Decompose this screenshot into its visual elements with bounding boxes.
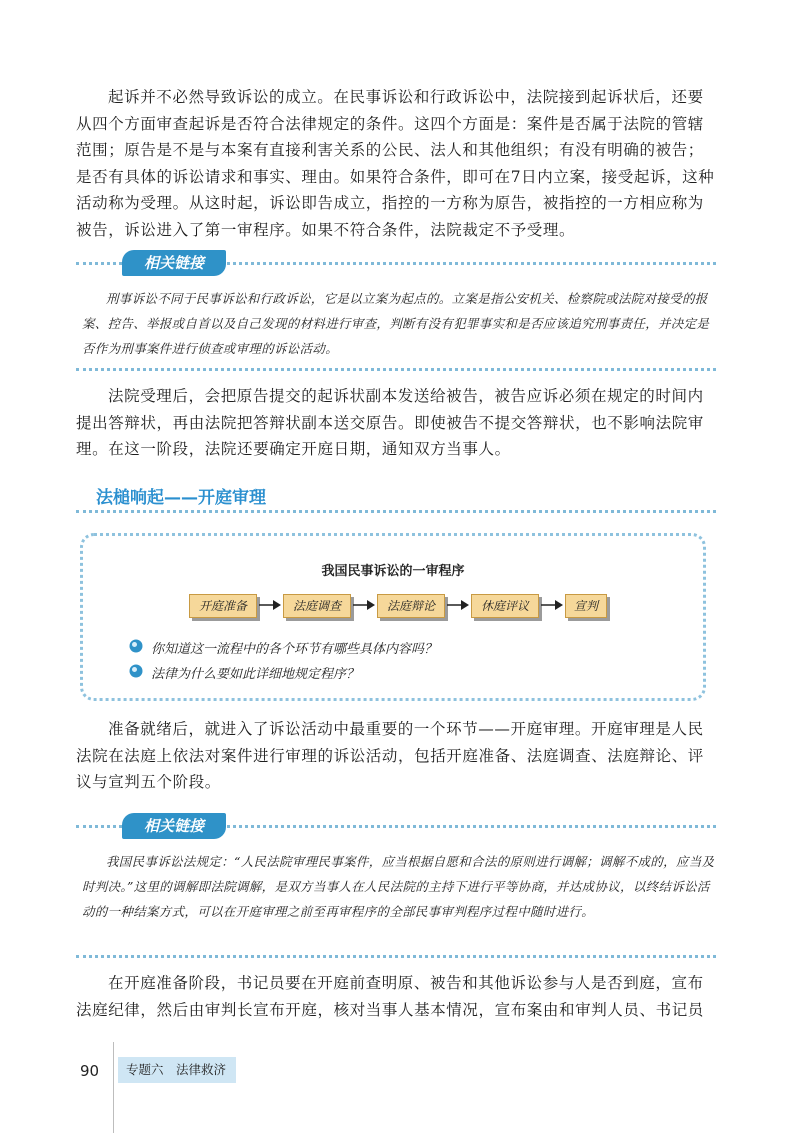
related-link-badge: 相关链接 <box>122 250 226 276</box>
arrow-right-icon <box>447 599 469 611</box>
bullet-icon <box>129 639 143 653</box>
chapter-label: 专题六 法律救济 <box>118 1057 236 1083</box>
paragraph-filing: 起诉并不必然导致诉讼的成立。在民事诉讼和行政诉讼中，法院接到起诉状后，还要从四个方面审查起诉是否符合法律规定的条件。这四个方面是：案件是否属于法院的管辖范围；原告是不是与本案有直接利害关系的公民、法人和其他组织；有没有明确的被告；是否有具体的诉讼请求和事实、理由。如果符合条件，即可在7日内立案，接受起诉，这种活动称为受理。从这时起，诉讼即告成立，指控的一方称为原告，被指控的一方相应称为被告，诉讼进入了第一审程序。如果不符合条件，法院裁定不予受理。 <box>76 88 715 239</box>
arrow-right-icon <box>353 599 375 611</box>
process-box <box>80 533 706 701</box>
related-link-badge: 相关链接 <box>122 813 226 839</box>
paragraph-preparation: 在开庭准备阶段，书记员要在开庭前查明原、被告和其他诉讼参与人是否到庭，宣布法庭纪律，然后由审判长宣布开庭，核对当事人基本情况，宣布案由和审判人员、书记员 <box>76 974 704 1019</box>
flow-step: 法庭辩论 <box>377 594 445 618</box>
paragraph-acceptance: 法院受理后，会把原告提交的起诉状副本发送给被告，被告应诉必须在规定的时间内提出答辩状，再由法院把答辩状副本送交原告。即使被告不提交答辩状，也不影响法院审理。在这一阶段，法院还要确定开庭日期，通知双方当事人。 <box>76 387 704 458</box>
arrow-right-icon <box>259 599 281 611</box>
related-link-text: 我国民事诉讼法规定：“人民法院审理民事案件，应当根据自愿和合法的原则进行调解；调解不成的，应当及时判决。”这里的调解即法院调解，是双方当事人在人民法院的主持下进行平等协商，并达成协议，以终结诉讼活动的一种结案方式，可以在开庭审理之前至再审程序的全部民事审判程序过程中随时进行。 <box>82 854 715 919</box>
divider <box>76 368 716 371</box>
process-title: 我国民事诉讼的一审程序 <box>321 564 465 579</box>
flow-step: 开庭准备 <box>189 594 257 618</box>
question-text: 法律为什么要如此详细地规定程序？ <box>151 667 360 682</box>
section-title: 法槌响起——开庭审理 <box>96 488 266 508</box>
footer-divider <box>113 1042 114 1133</box>
paragraph-trial: 准备就绪后，就进入了诉讼活动中最重要的一个环节——开庭审理。开庭审理是人民法院在法庭上依法对案件进行审理的诉讼活动，包括开庭准备、法庭调查、法庭辩论、评议与宣判五个阶段。 <box>76 720 704 791</box>
question-text: 你知道这一流程中的各个环节有哪些具体内容吗？ <box>151 642 438 657</box>
divider <box>76 955 716 958</box>
divider <box>76 510 716 513</box>
flow-step: 休庭评议 <box>471 594 539 618</box>
flow-step: 宣判 <box>565 594 607 618</box>
arrow-right-icon <box>541 599 563 611</box>
bullet-icon <box>129 664 143 678</box>
related-link-text: 刑事诉讼不同于民事诉讼和行政诉讼，它是以立案为起点的。立案是指公安机关、检察院或法院对接受的报案、控告、举报或自首以及自己发现的材料进行审查，判断有没有犯罪事实和是否应该追究刑事责任，并决定是否作为刑事案件进行侦查或审理的诉讼活动。 <box>82 291 710 356</box>
flow-step: 法庭调查 <box>283 594 351 618</box>
page-number: 90 <box>80 1062 100 1080</box>
